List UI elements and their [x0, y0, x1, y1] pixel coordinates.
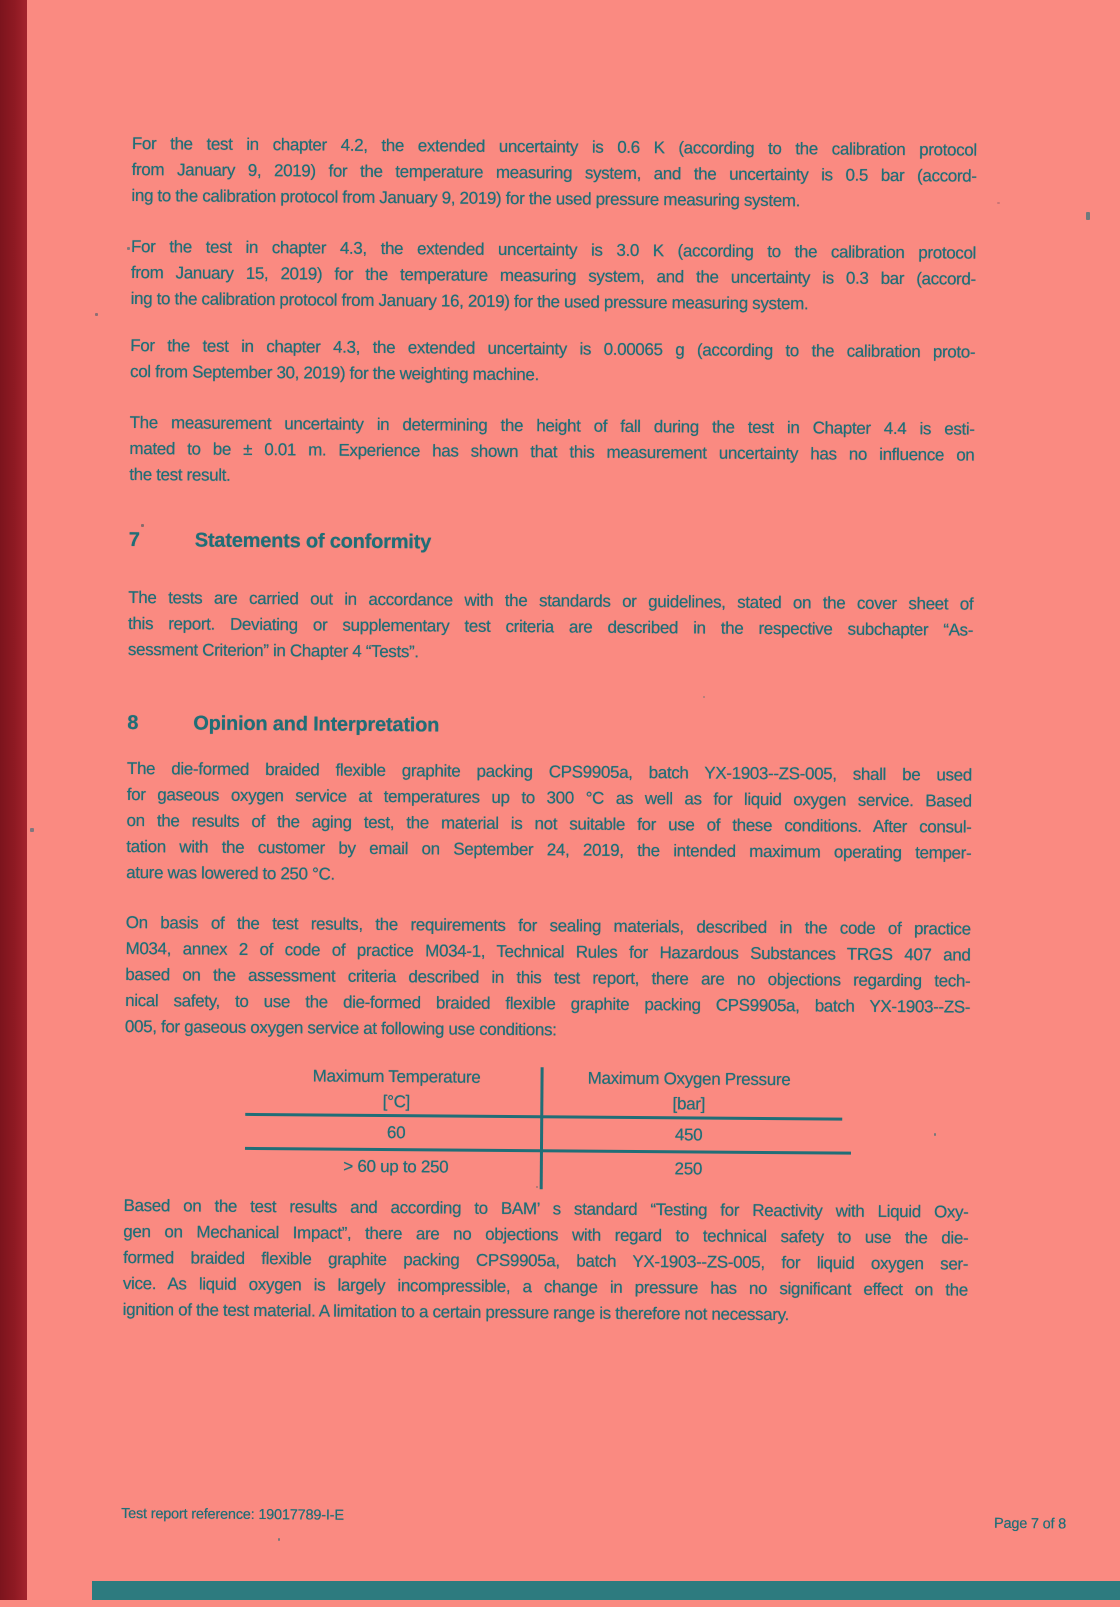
- text-line: for gaseous oxygen service at temperatures up to 300 °C as well as for liquid oxygen service. Based: [126, 784, 972, 811]
- text-line: from January 15, 2019) for the temperature measuring system, and the uncertainty is 0.3 bar (accord-: [130, 262, 976, 289]
- column-unit: [bar]: [672, 1094, 706, 1114]
- text-line: formed braided flexible graphite packing CPS9905a, batch YX-1903--ZS-005, for liquid oxygen ser-: [123, 1247, 969, 1274]
- text-line: mated to be ± 0.01 m. Experience has shown that this measurement uncertainty has no influence on: [129, 438, 975, 465]
- text-line: vice. As liquid oxygen is largely incompressible, a change in pressure has no significant effect on the: [122, 1273, 968, 1300]
- text-line: on the results of the aging test, the material is not suitable for use of these conditions. After consul-: [126, 810, 972, 837]
- paragraph: [126, 756, 972, 893]
- scan-speck: [141, 524, 144, 527]
- column-title: Maximum Temperature: [312, 1066, 481, 1087]
- scan-speck: [1086, 212, 1090, 220]
- text-line: sessment Criterion” in Chapter 4 “Tests”.: [127, 639, 419, 662]
- text-line: from January 9, 2019) for the temperature measuring system, and the uncertainty is 0.5 bar (accord-: [131, 159, 977, 186]
- paragraph: [128, 585, 974, 670]
- text-line: The tests are carried out in accordance with the standards or guidelines, stated on the cover sheet of: [128, 587, 974, 614]
- section-number: 8: [127, 711, 139, 735]
- text-line: tation with the customer by email on September 24, 2019, the intended maximum operating temper-: [126, 836, 972, 863]
- section-title: Opinion and Interpretation: [193, 712, 440, 737]
- column-unit: [°C]: [382, 1091, 411, 1112]
- table-cell: 450: [674, 1125, 703, 1145]
- text-line: For the test in chapter 4.3, the extended uncertainty is 3.0 K (according to the calibration protocol: [130, 236, 977, 263]
- footer-reference: Test report reference: 19017789-I-E: [121, 1505, 344, 1524]
- text-line: the test result.: [129, 464, 231, 485]
- text-line: ignition of the test material. A limitation to a certain pressure range is therefore not necessary.: [122, 1299, 789, 1325]
- paragraph: [123, 1193, 969, 1330]
- scan-speck: [95, 313, 98, 316]
- text-line: gen on Mechanical Impact”, there are no objections with regard to technical safety to use the die-: [123, 1221, 969, 1248]
- document-content: [120, 0, 1083, 1607]
- text-line: nical safety, to use the die-formed braided flexible graphite packing CPS9905a, batch YX-1903--ZS-: [125, 990, 971, 1017]
- scan-speck: [30, 828, 34, 832]
- text-line: The measurement uncertainty in determining the height of fall during the test in Chapter 4.4 is esti-: [129, 412, 975, 439]
- text-line: For the test in chapter 4.2, the extended uncertainty is 0.6 K (according to the calibration protocol: [131, 133, 977, 160]
- left-edge-strip: [0, 0, 27, 1600]
- section-heading: [129, 527, 974, 560]
- scan-speck: [703, 696, 705, 698]
- table-header-cell: [541, 1065, 836, 1117]
- text-line: this report. Deviating or supplementary test criteria are described in the respective subchapter “As-: [128, 613, 974, 640]
- footer-page-number: Page 7 of 8: [994, 1515, 1067, 1533]
- paragraph: [131, 131, 977, 216]
- text-line: col from September 30, 2019) for the weighting machine.: [130, 361, 539, 385]
- scan-speck: [536, 1186, 538, 1188]
- scan-speck: [278, 1538, 280, 1541]
- paragraph: [131, 234, 977, 319]
- paragraph: [130, 333, 975, 392]
- scan-speck: [127, 247, 130, 250]
- text-line: based on the assessment criteria described in this test report, there are no objections regarding tech-: [125, 964, 971, 991]
- text-line: The die-formed braided flexible graphite packing CPS9905a, batch YX-1903--ZS-005, shall be used: [126, 758, 973, 785]
- table-row: [251, 1150, 836, 1186]
- conditions-table: [251, 1059, 837, 1186]
- text-line: On basis of the test results, the requirements for sealing materials, described in the code of practice: [125, 912, 971, 939]
- table-cell: 250: [674, 1159, 703, 1179]
- text-line: M034, annex 2 of code of practice M034-1, Technical Rules for Hazardous Substances TRGS 407 and: [125, 938, 971, 965]
- text-line: ature was lowered to 250 °C.: [126, 862, 335, 884]
- column-title: Maximum Oxygen Pressure: [587, 1068, 791, 1090]
- text-line: ing to the calibration protocol from January 9, 2019) for the used pressure measuring system.: [131, 185, 801, 211]
- table-row: [251, 1116, 836, 1152]
- table-header-cell: [251, 1063, 541, 1115]
- text-line: 005, for gaseous oxygen service at following use conditions:: [124, 1016, 557, 1040]
- section-number: 7: [128, 528, 140, 552]
- scan-speck: [934, 1133, 936, 1136]
- scan-speck: [997, 202, 1000, 204]
- text-line: ing to the calibration protocol from January 16, 2019) for the used pressure measuring system.: [130, 288, 809, 314]
- section-heading: [127, 710, 972, 743]
- table-header-row: [251, 1059, 836, 1118]
- table-cell: > 60 up to 250: [343, 1156, 449, 1177]
- text-line: Based on the test results and according to BAM’ s standard “Testing for Reactivity with Liquid Oxy-: [123, 1195, 969, 1222]
- section-title: Statements of conformity: [194, 529, 432, 554]
- paragraph: [125, 910, 971, 1047]
- paragraph: [129, 410, 975, 495]
- table-cell: 60: [386, 1123, 406, 1143]
- text-line: For the test in chapter 4.3, the extended uncertainty is 0.00065 g (according to the calibration proto-: [130, 335, 976, 362]
